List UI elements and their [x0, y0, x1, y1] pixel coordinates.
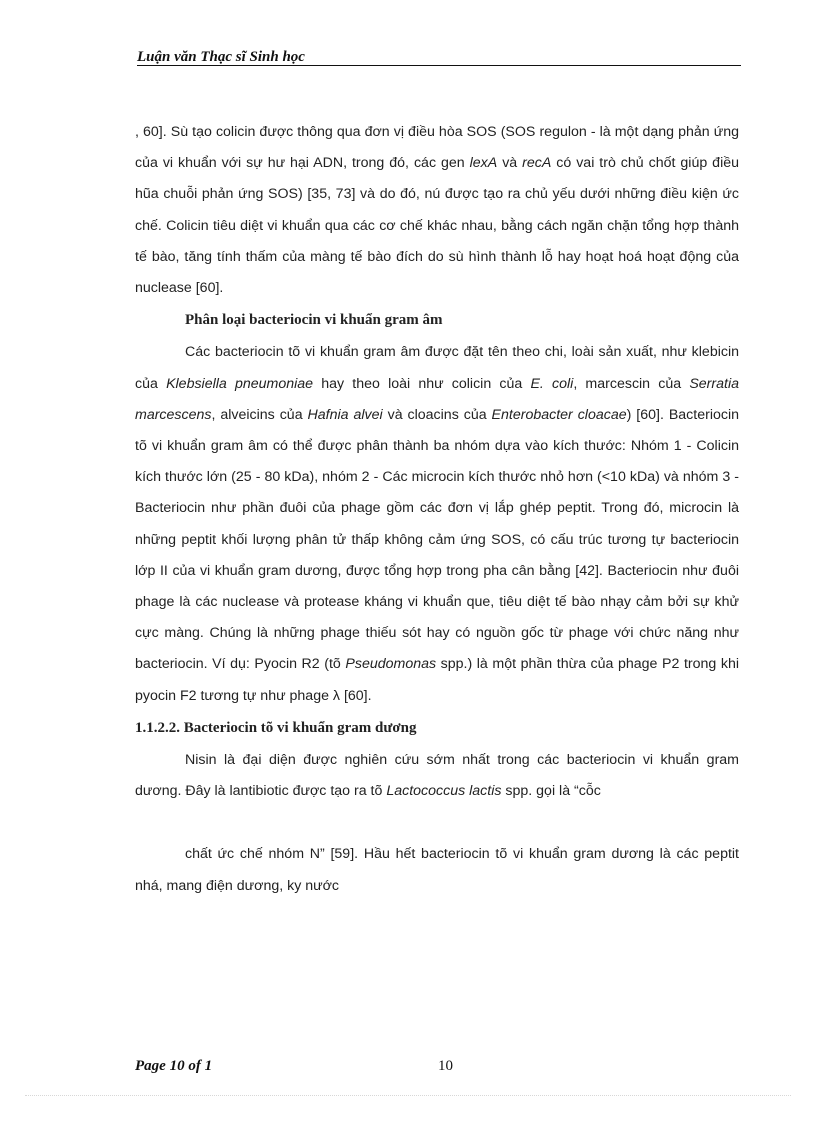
footer-page-label: Page 10 of 1: [135, 1058, 213, 1074]
running-header-title: Luận văn Thạc sĩ Sinh học: [137, 49, 305, 65]
paragraph-gram-positive-continued: chất ức chế nhóm N” [59]. Hầu hết bacteriocin tõ vi khuẩn gram dương là các peptit nhá, mang điện dương, ky nước: [135, 846, 739, 894]
subheading-gram-negative: Phân loại bacteriocin vi khuẩn gram âm: [185, 312, 443, 329]
main-text: [135, 117, 739, 902]
header-rule: [137, 65, 741, 66]
page-bottom-edge: [25, 1095, 791, 1096]
paragraph-nisin: Nisin là đại diện được nghiên cứu sớm nhất trong các bacteriocin vi khuẩn gram dương. Đây là lantibiotic được tạo ra tõ Lactococcus lactis spp. gọi là “cỗc: [135, 752, 739, 800]
paragraph-gram-negative: Các bacteriocin tõ vi khuẩn gram âm được đặt tên theo chi, loài sản xuất, như klebicin của Klebsiella pneumoniae hay theo loài như colicin của E. coli, marcescin của Serratia marcescens, alveicins của Hafnia alvei và cloacins của Enterobacter cloacae) [60]. Bacteriocin tõ vi khuẩn gram âm có thể được phân thành ba nhóm dựa vào kích thước: Nhóm 1 - Colicin kích thước lớn (25 - 80 kDa), nhóm 2 - Các microcin kích thước nhỏ hơn (<10 kDa) và nhóm 3 - Bacteriocin như phần đuôi của phage gồm các đơn vị lắp ghép peptit. Trong đó, microcin là những peptit khối lượng phân tử thấp không cảm ứng SOS, có cấu trúc tương tự bacteriocin lớp II của vi khuẩn gram dương, được tổng hợp trong pha cân bằng [42]. Bacteriocin như đuôi phage là các nuclease và protease kháng vi khuẩn que, tiêu diệt tế bào nhạy cảm bởi sự khử cực màng. Chúng là những phage thiếu sót hay có nguồn gốc từ phage với chức năng như bacteriocin. Ví dụ: Pyocin R2 (tõ Pseudomonas spp.) là một phần thừa của phage P2 trong khi pyocin F2 tương tự như phage λ [60].: [135, 344, 740, 704]
footer-page-number: 10: [438, 1058, 453, 1074]
section-heading-gram-positive: 1.1.2.2. Bacteriocin tõ vi khuẩn gram dương: [135, 719, 417, 736]
paragraph-colicin-sos: , 60]. Sù tạo colicin được thông qua đơn vị điều hòa SOS (SOS regulon - là một dạng phản ứng của vi khuẩn với sự hư hại ADN, trong đó, các gen lexA và recA có vai trò chủ chốt giúp điều hũa chuỗi phản ứng SOS) [35, 73] và do đó, nú được tạo ra chủ yếu dưới những điều kiện ức chế. Colicin tiêu diệt vi khuẩn qua các cơ chế khác nhau, bằng cách ngăn chặn tổng hợp thành tế bào, tăng tính thấm của màng tế bào đích do sù hình thành lỗ hay hoạt hoá hoạt động của nuclease [60].: [135, 124, 740, 297]
